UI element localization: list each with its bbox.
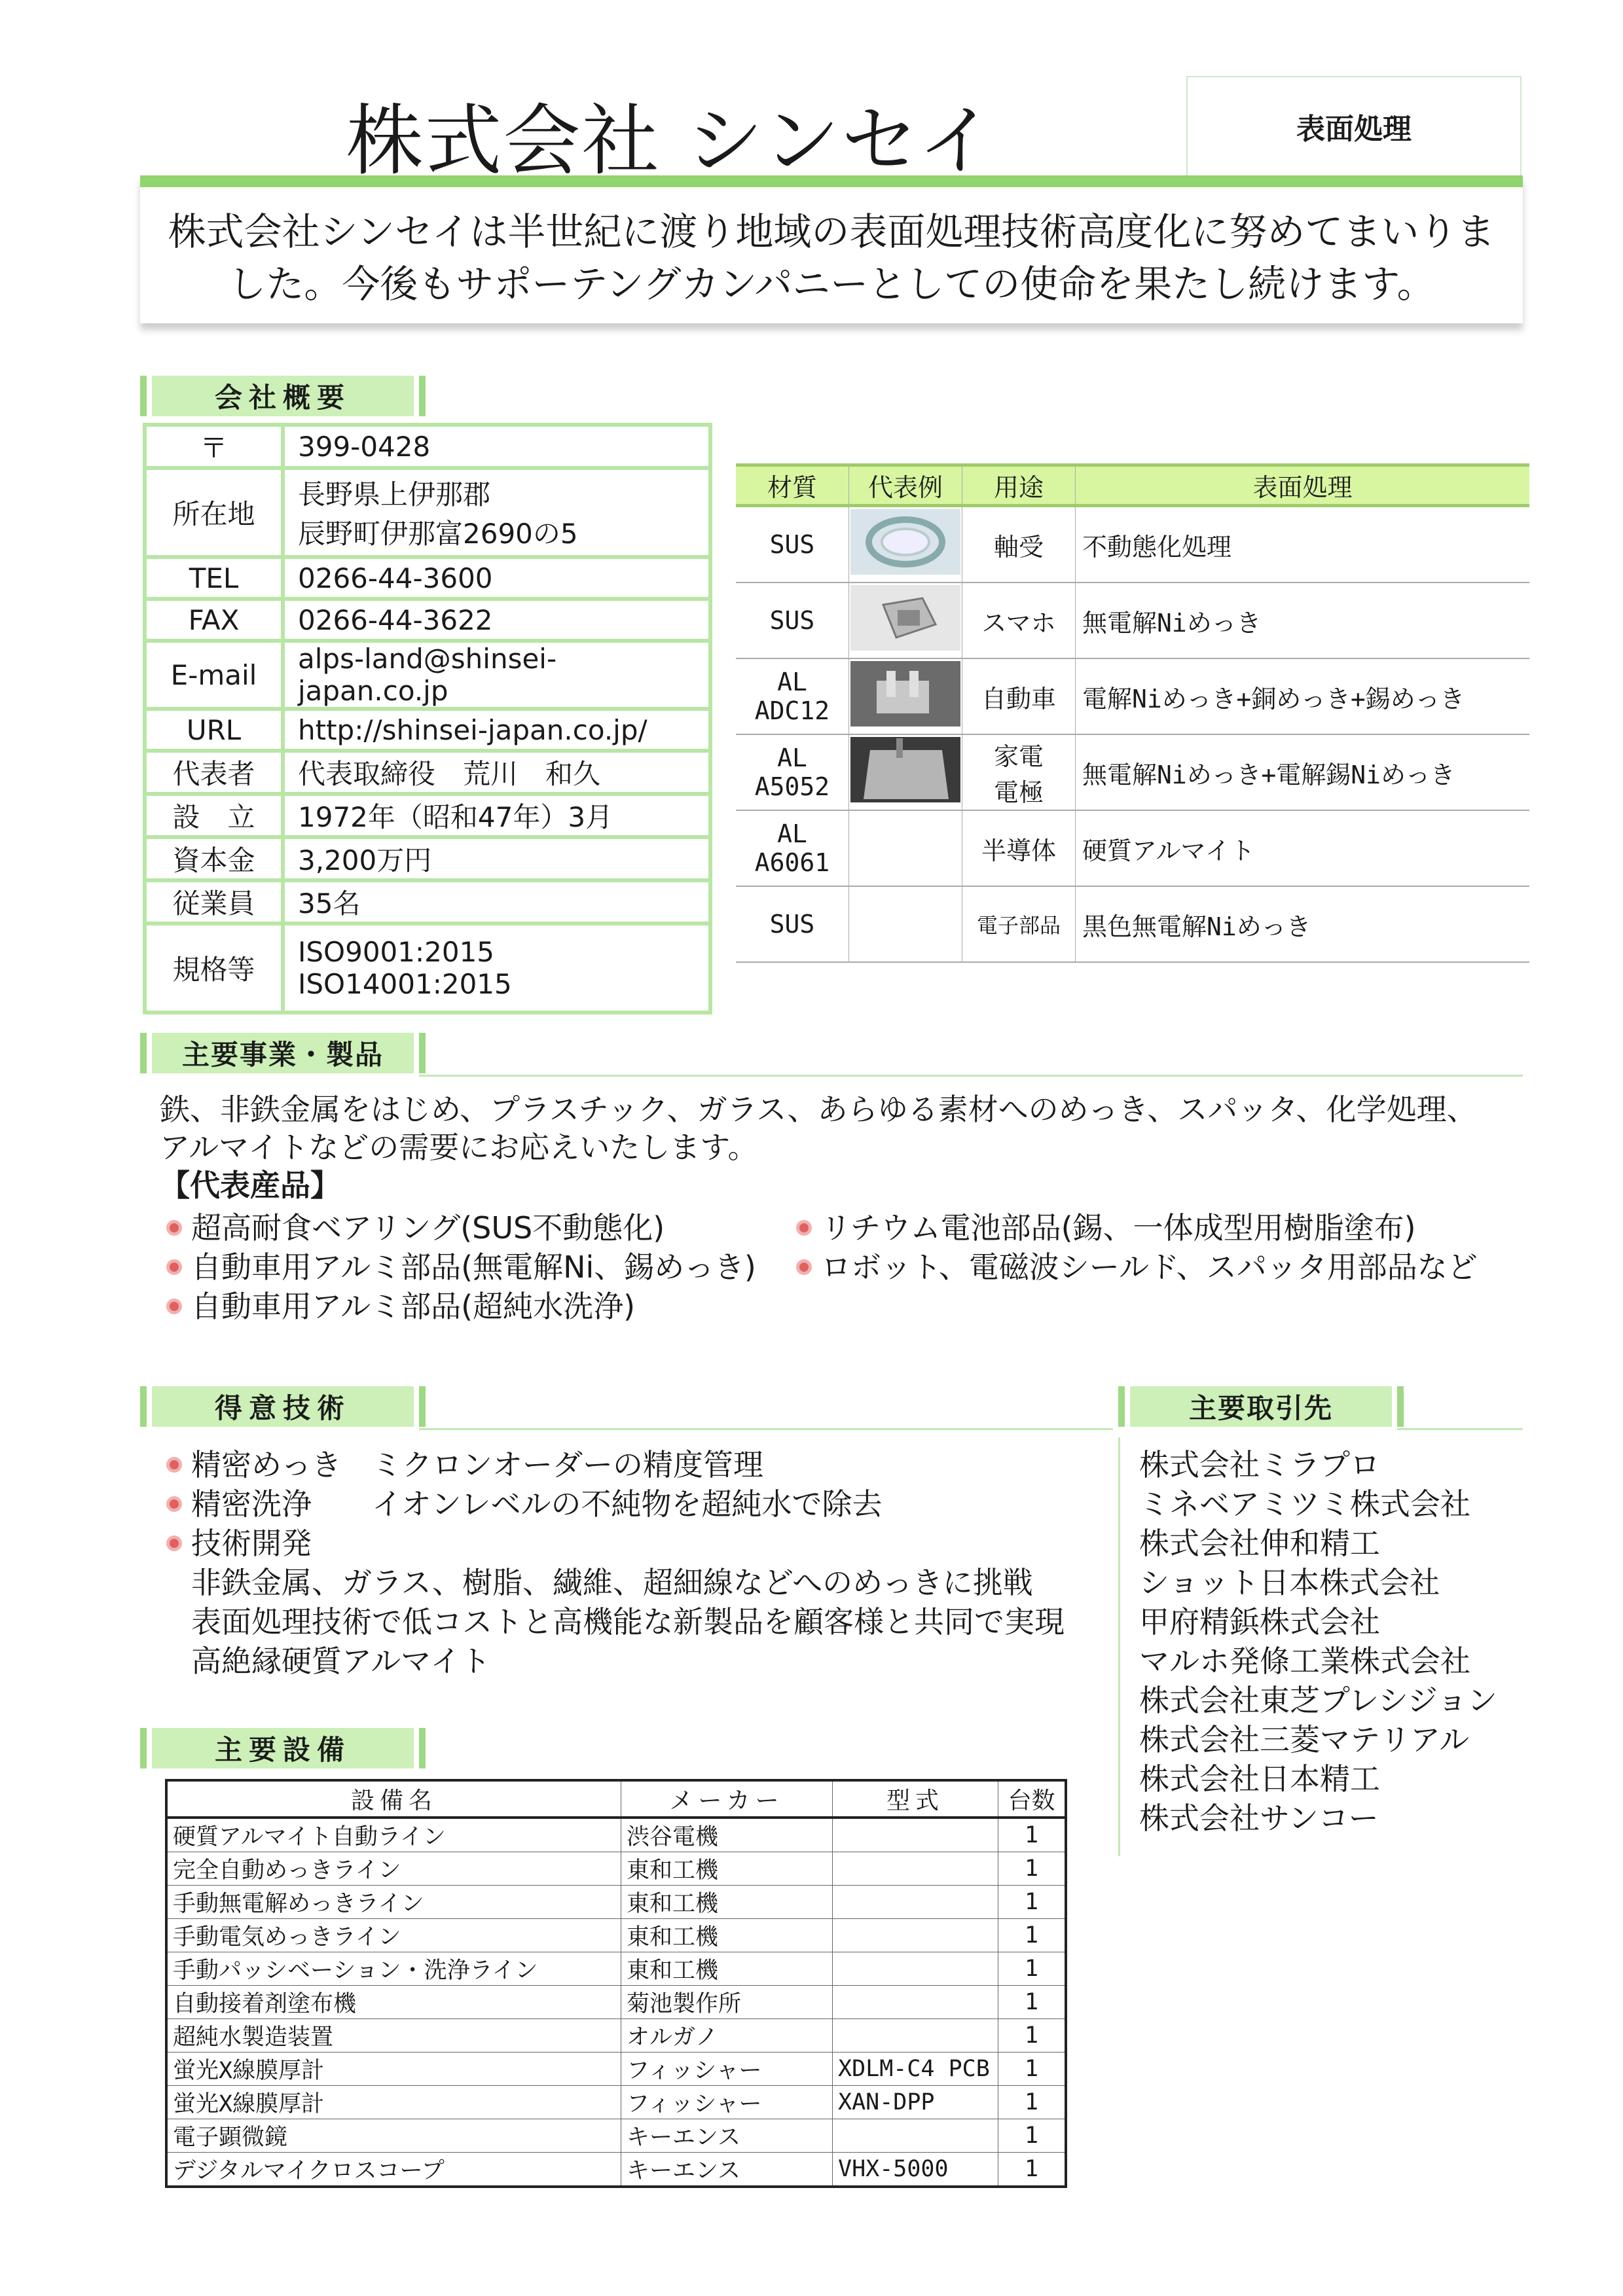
materials-col-material: 材質 bbox=[736, 465, 849, 506]
equipment-maker: 東和工機 bbox=[621, 1886, 833, 1919]
bullet-icon bbox=[166, 1220, 182, 1236]
equipment-heading bbox=[140, 1728, 431, 1768]
example-photo-cell bbox=[849, 583, 962, 658]
equipment-model: XAN-DPP bbox=[833, 2086, 998, 2119]
example-photo-cell bbox=[849, 734, 962, 810]
category-label: 表面処理 bbox=[1186, 76, 1522, 177]
equipment-name: 電子顕微鏡 bbox=[166, 2119, 621, 2153]
overview-value bbox=[283, 599, 710, 641]
material-cell bbox=[736, 734, 849, 810]
business-desc-line: 鉄、非鉄金属をはじめ、プラスチック、ガラス、あらゆる素材へのめっき、スパッタ、化学処理、 bbox=[160, 1092, 1477, 1127]
dev-lines bbox=[191, 1563, 1065, 1681]
equipment-model: XDLM-C4 PCB bbox=[833, 2053, 998, 2086]
equipment-qty: 1 bbox=[998, 1818, 1067, 1852]
overview-value-line: ISO9001:2015 bbox=[298, 936, 495, 968]
equipment-row bbox=[166, 1919, 1066, 1952]
bullet-icon bbox=[166, 1496, 182, 1512]
example-photo bbox=[850, 661, 961, 732]
overview-row bbox=[145, 709, 710, 751]
overview-key: 設 立 bbox=[145, 794, 283, 837]
overview-heading bbox=[140, 376, 431, 416]
intro-line: 株式会社シンセイは半世紀に渡り地域の表面処理技術高度化に努めてまいりま bbox=[168, 209, 1495, 254]
equipment-name: 蛍光X線膜厚計 bbox=[166, 2086, 621, 2119]
equipment-row bbox=[166, 2053, 1066, 2086]
equipment-row bbox=[166, 1852, 1066, 1886]
overview-key: 規格等 bbox=[145, 924, 283, 1013]
client-item: 株式会社東芝プレシジョン bbox=[1139, 1683, 1497, 1718]
overview-key: E-mail bbox=[145, 641, 283, 709]
overview-key: 代表者 bbox=[145, 751, 283, 794]
materials-col-use: 用途 bbox=[962, 465, 1076, 506]
use-cell bbox=[962, 583, 1076, 658]
overview-value bbox=[283, 709, 710, 751]
client-item: ショット日本株式会社 bbox=[1139, 1565, 1440, 1600]
overview-value bbox=[283, 641, 710, 709]
equipment-row bbox=[166, 2153, 1066, 2187]
equipment-model bbox=[833, 1818, 998, 1852]
material-cell bbox=[736, 810, 849, 886]
overview-row bbox=[145, 751, 710, 794]
equipment-maker: 菊池製作所 bbox=[621, 1986, 833, 2019]
equipment-col-qty: 台数 bbox=[998, 1780, 1067, 1818]
example-photo bbox=[850, 737, 961, 808]
equipment-maker: 東和工機 bbox=[621, 1852, 833, 1886]
equipment-row bbox=[166, 2119, 1066, 2153]
product-item-label: 自動車用アルミ部品(超純水洗浄) bbox=[191, 1289, 636, 1324]
material-cell bbox=[736, 658, 849, 734]
clients-rule bbox=[1397, 1428, 1523, 1430]
skill-item bbox=[166, 1484, 882, 1524]
equipment-col-model: 型式 bbox=[833, 1780, 998, 1818]
skill-label: 精密洗浄 bbox=[191, 1486, 312, 1522]
equipment-row bbox=[166, 2019, 1066, 2053]
overview-value-line: 3,200万円 bbox=[298, 844, 432, 876]
business-description bbox=[160, 1090, 1477, 1204]
equipment-name: 超純水製造装置 bbox=[166, 2019, 621, 2053]
materials-row bbox=[736, 734, 1529, 810]
material-grade: A6061 bbox=[754, 848, 830, 877]
business-heading bbox=[140, 1033, 431, 1073]
equipment-maker: 東和工機 bbox=[621, 1952, 833, 1986]
product-item-label: リチウム電池部品(錫、一体成型用樹脂塗布) bbox=[821, 1210, 1416, 1246]
overview-key: 〒 bbox=[145, 425, 283, 468]
client-item: マルホ発條工業株式会社 bbox=[1139, 1643, 1470, 1679]
equipment-name: 蛍光X線膜厚計 bbox=[166, 2053, 621, 2086]
client-item: 株式会社ミラプロ bbox=[1139, 1447, 1380, 1482]
equipment-model bbox=[833, 2119, 998, 2153]
intro-line: した。今後もサポーテングカンパニーとしての使命を果たし続けます。 bbox=[228, 262, 1435, 306]
equipment-qty: 1 bbox=[998, 1986, 1067, 2019]
overview-row bbox=[145, 599, 710, 641]
skills-heading-label: 得意技術 bbox=[152, 1386, 414, 1427]
example-photo-cell bbox=[849, 658, 962, 734]
business-desc-line: アルマイトなどの需要にお応えいたします。 bbox=[160, 1130, 758, 1165]
equipment-maker: フィッシャー bbox=[621, 2053, 833, 2086]
example-photo bbox=[850, 509, 961, 581]
use-label: 電子部品 bbox=[976, 913, 1061, 938]
treatment-cell: 不動態化処理 bbox=[1076, 506, 1530, 583]
equipment-maker: オルガノ bbox=[621, 2019, 833, 2053]
product-item bbox=[796, 1247, 1478, 1287]
skill-label: 技術開発 bbox=[191, 1526, 312, 1561]
treatment-cell: 無電解Niめっき bbox=[1076, 583, 1530, 658]
example-photo-cell bbox=[849, 506, 962, 583]
overview-value bbox=[283, 751, 710, 794]
use-cell bbox=[962, 506, 1076, 583]
use-cell bbox=[962, 810, 1076, 886]
equipment-row bbox=[166, 1986, 1066, 2019]
use-cell bbox=[962, 734, 1076, 810]
overview-key: FAX bbox=[145, 599, 283, 641]
product-item-label: ロボット、電磁波シールド、スパッタ用部品など bbox=[821, 1249, 1478, 1285]
materials-row bbox=[736, 886, 1529, 962]
skills-heading bbox=[140, 1386, 431, 1427]
material-cell bbox=[736, 886, 849, 962]
skills-rule bbox=[419, 1428, 1113, 1430]
overview-value-line: http://shinsei-japan.co.jp/ bbox=[298, 713, 647, 746]
bullet-icon bbox=[166, 1457, 182, 1473]
overview-row bbox=[145, 641, 710, 709]
equipment-row bbox=[166, 1952, 1066, 1986]
equipment-name: 手動無電解めっきライン bbox=[166, 1886, 621, 1919]
dev-line: 高絶縁硬質アルマイト bbox=[191, 1643, 491, 1679]
equipment-qty: 1 bbox=[998, 2119, 1067, 2153]
products-title: 【代表産品】 bbox=[160, 1168, 340, 1203]
treatment-cell: 電解Niめっき+銅めっき+錫めっき bbox=[1076, 658, 1530, 734]
equipment-name: 自動接着剤塗布機 bbox=[166, 1986, 621, 2019]
equipment-heading-label: 主要設備 bbox=[152, 1728, 414, 1768]
overview-value-line: 長野県上伊那郡 bbox=[298, 478, 491, 511]
treatment-cell: 黒色無電解Niめっき bbox=[1076, 886, 1530, 962]
skill-desc: イオンレベルの不純物を超純水で除去 bbox=[372, 1486, 883, 1522]
use-label: 軸受 bbox=[993, 532, 1044, 562]
product-item bbox=[796, 1208, 1478, 1247]
example-photo-cell bbox=[849, 810, 962, 886]
business-rule bbox=[419, 1075, 1523, 1077]
materials-table bbox=[736, 463, 1529, 963]
clients-list bbox=[1139, 1445, 1497, 1838]
material-name: SUS bbox=[769, 606, 815, 635]
company-title: 株式会社 シンセイ bbox=[346, 96, 996, 186]
skill-label: 精密めっき bbox=[191, 1447, 342, 1482]
use-label: 自動車 bbox=[981, 684, 1056, 713]
material-name: SUS bbox=[769, 530, 815, 559]
business-heading-label: 主要事業・製品 bbox=[152, 1033, 414, 1073]
clients-heading bbox=[1118, 1386, 1409, 1427]
overview-value-line: 35名 bbox=[298, 888, 361, 920]
overview-row bbox=[145, 794, 710, 837]
overview-value-line: 辰野町伊那富2690の5 bbox=[298, 518, 578, 550]
client-item: 株式会社三菱マテリアル bbox=[1139, 1722, 1470, 1757]
equipment-row bbox=[166, 1886, 1066, 1919]
equipment-qty: 1 bbox=[998, 1919, 1067, 1952]
overview-key: URL bbox=[145, 709, 283, 751]
equipment-maker: キーエンス bbox=[621, 2119, 833, 2153]
equipment-qty: 1 bbox=[998, 1952, 1067, 1986]
equipment-col-maker: メーカー bbox=[621, 1780, 833, 1818]
bullet-icon bbox=[166, 1259, 182, 1275]
equipment-name: デジタルマイクロスコープ bbox=[166, 2153, 621, 2187]
use-label: スマホ bbox=[981, 608, 1056, 637]
equipment-name: 手動パッシベーション・洗浄ライン bbox=[166, 1952, 621, 1986]
client-item: 株式会社サンコー bbox=[1139, 1801, 1379, 1836]
equipment-maker: 東和工機 bbox=[621, 1919, 833, 1952]
treatment-cell: 硬質アルマイト bbox=[1076, 810, 1530, 886]
overview-value bbox=[283, 924, 710, 1013]
client-item: 甲府精鋲株式会社 bbox=[1139, 1604, 1380, 1640]
overview-value bbox=[283, 557, 710, 599]
example-photo bbox=[850, 585, 961, 656]
material-name: AL bbox=[777, 744, 807, 772]
materials-col-example: 代表例 bbox=[849, 465, 962, 506]
example-photo-cell bbox=[849, 886, 962, 962]
overview-value-line: 0266-44-3622 bbox=[298, 603, 493, 636]
product-item-label: 超高耐食ベアリング(SUS不動態化) bbox=[191, 1210, 665, 1246]
materials-row bbox=[736, 506, 1529, 583]
overview-row bbox=[145, 557, 710, 599]
use-cell bbox=[962, 886, 1076, 962]
equipment-row bbox=[166, 1818, 1066, 1852]
overview-key: 従業員 bbox=[145, 880, 283, 924]
clients-heading-label: 主要取引先 bbox=[1130, 1386, 1392, 1427]
product-item bbox=[166, 1208, 756, 1247]
overview-table bbox=[143, 423, 712, 1014]
material-name: AL bbox=[777, 819, 807, 848]
material-grade: ADC12 bbox=[754, 696, 830, 725]
materials-row bbox=[736, 583, 1529, 658]
equipment-model bbox=[833, 1886, 998, 1919]
dev-line: 表面処理技術で低コストと高機能な新製品を顧客様と共同で実現 bbox=[191, 1604, 1065, 1640]
product-item bbox=[166, 1247, 756, 1287]
client-item: ミネベアミツミ株式会社 bbox=[1139, 1486, 1470, 1522]
use-label-line2: 電極 bbox=[993, 778, 1044, 807]
client-item: 株式会社伸和精工 bbox=[1139, 1526, 1380, 1561]
overview-value-line: 代表取締役 荒川 和久 bbox=[298, 758, 601, 790]
bullet-icon bbox=[796, 1220, 812, 1236]
equipment-qty: 1 bbox=[998, 2086, 1067, 2119]
equipment-model bbox=[833, 1952, 998, 1986]
equipment-name: 手動電気めっきライン bbox=[166, 1919, 621, 1952]
overview-value-line: 399-0428 bbox=[298, 430, 431, 463]
overview-value bbox=[283, 794, 710, 837]
materials-col-treatment: 表面処理 bbox=[1076, 465, 1530, 506]
equipment-maker: キーエンス bbox=[621, 2153, 833, 2187]
skill-item bbox=[166, 1524, 882, 1563]
overview-value-line: 0266-44-3600 bbox=[298, 562, 493, 594]
clients-divider bbox=[1118, 1437, 1120, 1856]
equipment-qty: 1 bbox=[998, 1886, 1067, 1919]
product-item bbox=[166, 1287, 756, 1326]
overview-row bbox=[145, 837, 710, 880]
equipment-table bbox=[165, 1779, 1067, 2188]
equipment-model bbox=[833, 1852, 998, 1886]
overview-row bbox=[145, 880, 710, 924]
material-grade: A5052 bbox=[754, 772, 830, 801]
use-label: 家電 bbox=[993, 742, 1044, 771]
overview-heading-label: 会社概要 bbox=[152, 376, 414, 416]
overview-value bbox=[283, 468, 710, 557]
product-item-label: 自動車用アルミ部品(無電解Ni、錫めっき) bbox=[191, 1249, 756, 1285]
overview-value bbox=[283, 837, 710, 880]
treatment-cell: 無電解Niめっき+電解錫Niめっき bbox=[1076, 734, 1530, 810]
bullet-icon bbox=[796, 1259, 812, 1275]
bullet-icon bbox=[166, 1299, 182, 1314]
intro-box bbox=[140, 175, 1523, 323]
equipment-maker: フィッシャー bbox=[621, 2086, 833, 2119]
overview-key: TEL bbox=[145, 557, 283, 599]
use-label: 半導体 bbox=[981, 836, 1056, 865]
skill-desc: ミクロンオーダーの精度管理 bbox=[372, 1447, 763, 1482]
material-name: SUS bbox=[769, 910, 815, 939]
bullet-icon bbox=[166, 1535, 182, 1551]
dev-line: 非鉄金属、ガラス、樹脂、繊維、超細線などへのめっきに挑戦 bbox=[191, 1565, 1033, 1600]
overview-row bbox=[145, 924, 710, 1013]
products-left-list bbox=[166, 1208, 756, 1326]
overview-row bbox=[145, 468, 710, 557]
use-cell bbox=[962, 658, 1076, 734]
material-cell bbox=[736, 583, 849, 658]
equipment-model bbox=[833, 1986, 998, 2019]
equipment-name: 硬質アルマイト自動ライン bbox=[166, 1818, 621, 1852]
overview-value-line: 1972年（昭和47年）3月 bbox=[298, 801, 613, 833]
overview-key: 資本金 bbox=[145, 837, 283, 880]
equipment-qty: 1 bbox=[998, 1852, 1067, 1886]
overview-row bbox=[145, 425, 710, 468]
overview-value-line: alps-land@shinsei-japan.co.jp bbox=[298, 643, 557, 707]
equipment-qty: 1 bbox=[998, 2053, 1067, 2086]
equipment-qty: 1 bbox=[998, 2019, 1067, 2053]
equipment-name: 完全自動めっきライン bbox=[166, 1852, 621, 1886]
skills-list bbox=[166, 1445, 882, 1563]
client-item: 株式会社日本精工 bbox=[1139, 1761, 1380, 1797]
material-name: AL bbox=[777, 668, 807, 696]
overview-key: 所在地 bbox=[145, 468, 283, 557]
equipment-model: VHX-5000 bbox=[833, 2153, 998, 2187]
products-right-list bbox=[796, 1208, 1478, 1287]
equipment-model bbox=[833, 1919, 998, 1952]
materials-row bbox=[736, 658, 1529, 734]
equipment-model bbox=[833, 2019, 998, 2053]
skill-item bbox=[166, 1445, 882, 1484]
equipment-col-name: 設備名 bbox=[166, 1780, 621, 1818]
equipment-row bbox=[166, 2086, 1066, 2119]
overview-value bbox=[283, 425, 710, 468]
materials-row bbox=[736, 810, 1529, 886]
overview-value-line: ISO14001:2015 bbox=[298, 968, 512, 1000]
material-cell bbox=[736, 506, 849, 583]
equipment-maker: 渋谷電機 bbox=[621, 1818, 833, 1852]
overview-value bbox=[283, 880, 710, 924]
equipment-qty: 1 bbox=[998, 2153, 1067, 2187]
